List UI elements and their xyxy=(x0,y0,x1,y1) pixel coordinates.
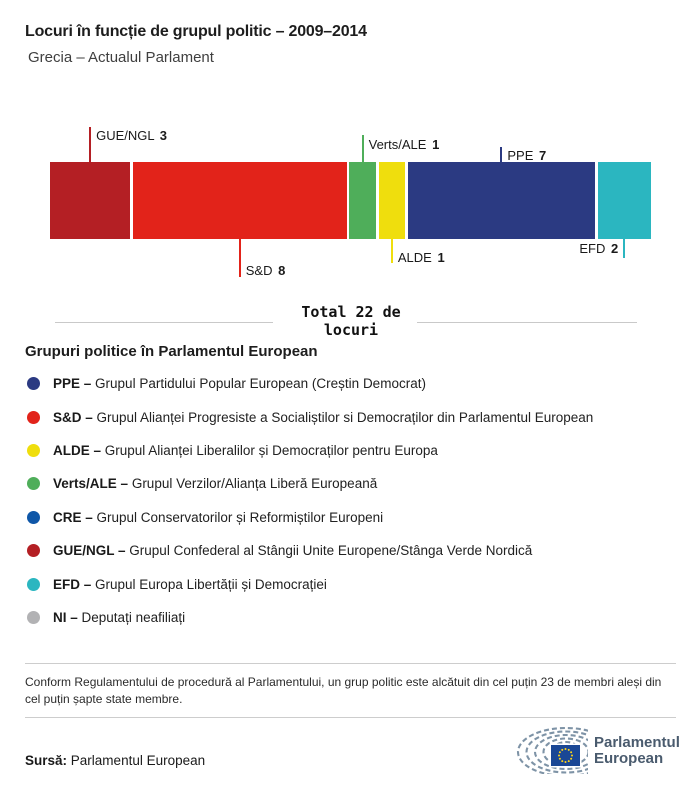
bar-label-S&D xyxy=(246,263,286,278)
legend-item-text xyxy=(53,510,383,525)
legend-color-dot xyxy=(27,511,40,524)
legend-item-text xyxy=(53,543,532,558)
legend-item-abbr: Verts/ALE – xyxy=(53,476,129,492)
legend-item-abbr: CRE – xyxy=(53,509,93,525)
legend-color-dot xyxy=(27,544,40,557)
legend-item xyxy=(25,400,680,433)
legend-item xyxy=(25,367,680,400)
legend-item-desc: Grupul Confederal al Stângii Unite Europene/Stânga Verde Nordică xyxy=(129,543,533,559)
legend-heading: Grupuri politice în Parlamentul European xyxy=(25,343,318,360)
total-seats-label: Total 22 de locuri xyxy=(301,303,401,339)
legend-item-desc: Grupul Europa Libertății și Democrației xyxy=(95,576,327,592)
bar-label-EFD xyxy=(579,241,618,256)
legend-item-text xyxy=(53,443,438,458)
bar-segment-S&D xyxy=(133,162,347,239)
leader-line-S&D xyxy=(239,239,241,277)
legend-item-abbr: GUE/NGL – xyxy=(53,543,126,559)
legend-item-text xyxy=(53,577,327,592)
legend-item xyxy=(25,501,680,534)
footnote-divider-top xyxy=(25,663,676,664)
bar-segment-PPE xyxy=(408,162,595,239)
bar-label-seat-count: 7 xyxy=(539,148,547,163)
legend-item xyxy=(25,467,680,500)
legend-item-desc: Grupul Alianței Progresiste a Socialiștilor si Democraților din Parlamentul European xyxy=(96,409,594,425)
bar-segment-GUE/NGL xyxy=(50,162,130,239)
legend-item-text xyxy=(53,610,185,625)
leader-line-Verts/ALE xyxy=(362,135,364,162)
bar-segment-Verts/ALE xyxy=(349,162,376,239)
legend xyxy=(25,367,680,634)
footnote-text: Conform Regulamentului de procedură al Parlamentului, un grup politic este alcătuit din cel puțin 23 de membri aleși din cel puțin șapte state membre. xyxy=(25,675,662,706)
bar-label-seat-count: 1 xyxy=(432,137,440,152)
legend-item-abbr: PPE – xyxy=(53,376,92,392)
legend-color-dot xyxy=(27,477,40,490)
legend-color-dot xyxy=(27,411,40,424)
leader-line-PPE xyxy=(500,147,502,162)
leader-line-GUE/NGL xyxy=(89,127,91,162)
footnote-divider-bottom xyxy=(25,717,676,718)
legend-item xyxy=(25,434,680,467)
legend-item-text xyxy=(53,376,426,391)
bar-label-group-name: S&D xyxy=(245,263,273,278)
bar-label-group-name: Verts/ALE xyxy=(368,137,427,152)
legend-item-desc: Grupul Partidului Popular European (Creștin Democrat) xyxy=(95,376,426,392)
leader-line-EFD xyxy=(623,239,625,258)
total-separator-right xyxy=(417,322,637,323)
page-subtitle: Grecia – Actualul Parlament xyxy=(28,49,214,66)
legend-item-desc: Grupul Conservatorilor și Reformiștilor Europeni xyxy=(96,509,384,525)
legend-item-abbr: S&D – xyxy=(53,409,93,425)
page-title: Locuri în funcție de grupul politic – 2009–2014 xyxy=(25,23,367,40)
legend-item-abbr: NI – xyxy=(53,609,78,625)
bar-label-seat-count: 2 xyxy=(611,241,619,256)
bar-label-seat-count: 3 xyxy=(159,128,168,143)
legend-item xyxy=(25,567,680,600)
legend-item xyxy=(25,534,680,567)
legend-item-abbr: EFD – xyxy=(53,576,92,592)
legend-item xyxy=(25,601,680,634)
legend-item-abbr: ALDE – xyxy=(53,442,102,458)
hemicycle-icon xyxy=(514,726,588,774)
source-line xyxy=(25,753,205,768)
legend-item-text xyxy=(53,410,593,425)
legend-item-desc: Deputați neafiliați xyxy=(81,609,186,625)
legend-color-dot xyxy=(27,611,40,624)
legend-color-dot xyxy=(27,578,40,591)
ep-logo xyxy=(514,726,689,774)
legend-color-dot xyxy=(27,444,40,457)
bar-label-group-name: GUE/NGL xyxy=(96,128,155,143)
total-separator-left xyxy=(55,322,273,323)
bar-label-Verts/ALE xyxy=(369,137,440,152)
legend-item-text xyxy=(53,476,377,491)
bar-label-PPE xyxy=(507,148,546,163)
bar-label-seat-count: 8 xyxy=(278,263,286,278)
bar-label-GUE/NGL xyxy=(96,128,167,143)
bar-label-seat-count: 1 xyxy=(437,250,445,265)
legend-item-desc: Grupul Alianței Liberalilor și Democraților pentru Europa xyxy=(104,442,438,458)
bar-label-group-name: PPE xyxy=(507,148,534,163)
bar-label-ALDE xyxy=(398,250,445,265)
bar-label-group-name: EFD xyxy=(579,241,606,256)
bar-segment-ALDE xyxy=(379,162,406,239)
bar-label-group-name: ALDE xyxy=(397,250,432,265)
source-label: Sursă: xyxy=(25,753,68,768)
legend-color-dot xyxy=(27,377,40,390)
leader-line-ALDE xyxy=(391,239,393,263)
source-value: Parlamentul European xyxy=(70,753,206,768)
bar-segment-EFD xyxy=(598,162,652,239)
legend-item-desc: Grupul Verzilor/Alianța Liberă Europeană xyxy=(131,476,378,492)
ep-logo-text: Parlamentul European xyxy=(594,734,680,767)
